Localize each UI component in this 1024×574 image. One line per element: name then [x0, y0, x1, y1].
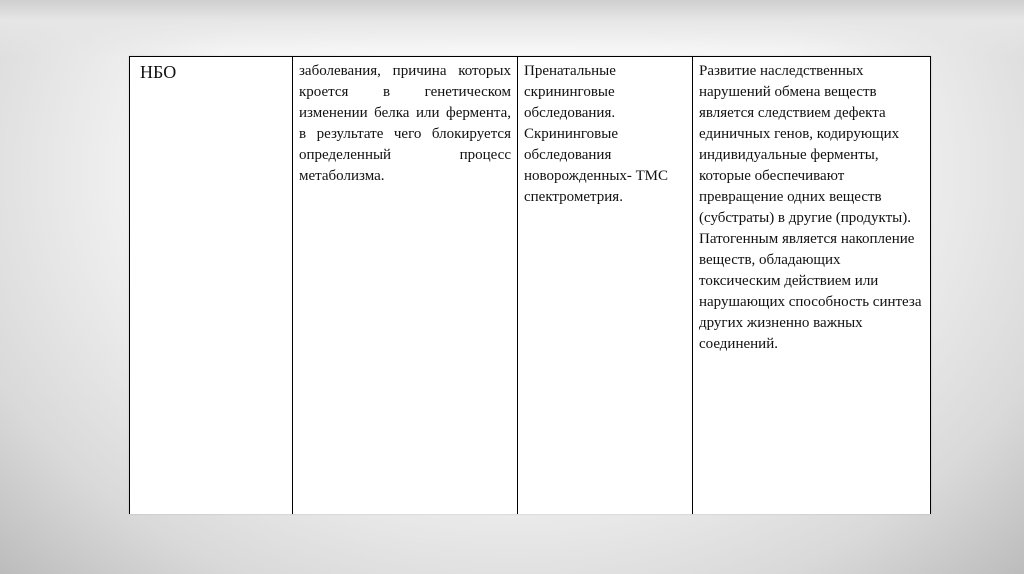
table-row [130, 57, 931, 514]
pathogenesis-text: Развитие наследственных нарушений обмена веществ является следствием дефекта единичных генов, кодирующих индивидуальные ферменты, которые обеспечивают превращение одних веществ (субстраты) в другие (продукты). Патогенным является накопление веществ, обладающих токсическим действием или нарушающих способность синтеза других жизненно важных соединений. [699, 63, 922, 352]
disease-info-table [129, 56, 931, 514]
table-cell-disease-name [130, 57, 293, 514]
diagnostics-text: Пренатальные скрининговые обследования. Скрининговые обследования новорожденных- ТМС спектрометрия. [524, 63, 668, 205]
table-cell-pathogenesis [693, 57, 931, 514]
table-cell-diagnostics [518, 57, 693, 514]
definition-text: заболевания, причина которых кроется в генетическом изменении белка или фермента, в результате чего блокируется определенный процесс метаболизма. [299, 63, 511, 184]
table-cell-definition [293, 57, 518, 514]
disease-abbreviation: НБО [140, 62, 177, 82]
slide-top-shadow [0, 0, 1024, 58]
